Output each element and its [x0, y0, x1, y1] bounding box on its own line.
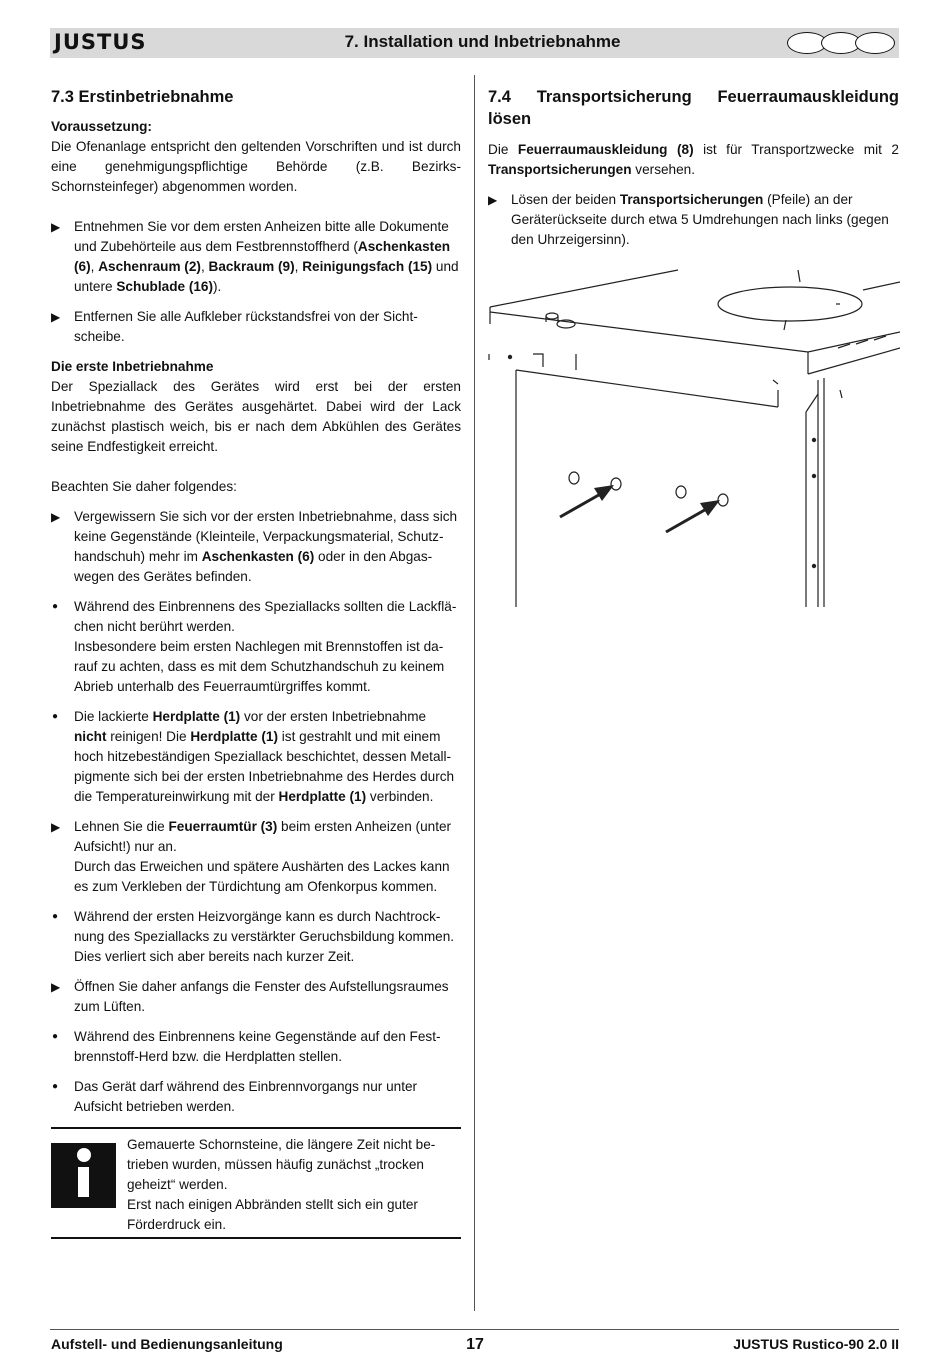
list-item-text: Öffnen Sie daher anfangs die Fenster des Aufstellungsraumes zum Lüften. — [74, 979, 449, 1014]
voraussetzung-label: Voraussetzung: — [51, 119, 152, 134]
list-item — [51, 1027, 461, 1067]
oval-decoration — [855, 32, 895, 54]
stove-rear-illustration — [488, 262, 900, 612]
right-triangle-icon: ▶ — [51, 820, 61, 834]
erste-inbetriebnahme-heading: Die erste Inbetriebnahme — [51, 359, 214, 374]
bullet-icon: ● — [52, 711, 59, 722]
info-text: Gemauerte Schornsteine, die längere Zeit nicht be-trieben wurden, müssen häufig zunächst „trocken geheizt“ werden. Erst nach einigen Abbränden stellt sich ein guter Förderdruck ein. — [127, 1137, 436, 1232]
bullet-icon: ● — [52, 1081, 59, 1092]
bullet-icon: ● — [52, 911, 59, 922]
list-item — [51, 307, 461, 347]
right-triangle-icon: ▶ — [51, 220, 61, 234]
list-item — [51, 907, 461, 967]
left-column — [51, 86, 461, 1239]
list-item-text: Lehnen Sie die Feuerraumtür (3) beim ersten Anheizen (unter Aufsicht!) nur an. Durch das Erweichen und spätere Aushärten des Lackes kann es zum Verkleben der Türdichtung am Ofenkorpus kommen. — [74, 819, 452, 894]
right-triangle-icon: ▶ — [488, 193, 498, 207]
list-item — [51, 707, 461, 807]
list-item-text: Vergewissern Sie sich vor der ersten Inbetriebnahme, dass sich keine Gegenstände (Kleinteile, Verpackungsmaterial, Schutz-handschuh) mehr im Aschenkasten (6) oder in den Abgas-wegen des Gerätes befinden. — [74, 509, 458, 584]
list-item-text: Das Gerät darf während des Einbrennvorgangs nur unter Aufsicht betrieben werden. — [74, 1079, 418, 1114]
info-box — [51, 1127, 461, 1239]
header-ovals — [793, 32, 895, 54]
list-item-text: Während des Einbrennens keine Gegenstände auf den Fest-brennstoff-Herd bzw. die Herdplatten stellen. — [74, 1029, 441, 1064]
page-number: 17 — [466, 1336, 484, 1353]
list-item — [51, 977, 461, 1017]
right-column — [488, 86, 899, 260]
list-item — [51, 817, 461, 897]
chapter-title: 7. Installation und Inbetriebnahme — [344, 32, 621, 51]
list-item — [51, 507, 461, 587]
footer-manual-title: Aufstell- und Bedienungsanleitung — [51, 1336, 283, 1352]
erste-inbetriebnahme-text: Der Speziallack des Gerätes wird erst bei der ersten Inbetriebnahme des Gerätes ausgehärtet. Dabei wird der Lack zunächst plastisch weich, bis er nach dem Abkühlen des Gerätes seine Endfestigkeit erreicht. — [51, 379, 461, 454]
list-item-text: Während der ersten Heizvorgänge kann es durch Nachtrock-nung des Speziallacks zu verstärkter Geruchsbildung kommen. Dies verliert sich aber bereits nach kurzer Zeit. — [74, 909, 455, 964]
right-triangle-icon: ▶ — [51, 980, 61, 994]
list-item-text: Während des Einbrennens des Speziallacks sollten die Lackflä-chen nicht berührt werden. Insbesondere beim ersten Nachlegen mit Brennstoffen ist da-rauf zu achten, dass es mit dem Schutzhandschuh zu keinem Abrieb unterhalb des Feuerraumtürgriffes kommt. — [74, 599, 457, 694]
right-triangle-icon: ▶ — [51, 510, 61, 524]
bullet-icon: ● — [52, 601, 59, 612]
list-item-text: Lösen der beiden Transportsicherungen (Pfeile) an der Geräterückseite durch etwa 5 Umdrehungen nach links (gegen den Uhrzeigersinn). — [511, 192, 889, 247]
footer-divider — [50, 1329, 899, 1330]
bullet-icon: ● — [52, 1031, 59, 1042]
list-item-text: Entfernen Sie alle Aufkleber rückstandsfrei von der Sicht-scheibe. — [74, 309, 418, 344]
info-icon — [51, 1143, 116, 1208]
justus-logo: JUSTUS — [54, 30, 147, 54]
section-heading-7-3: 7.3 Erstinbetriebnahme — [51, 88, 234, 106]
voraussetzung-text: Die Ofenanlage entspricht den geltenden Vorschriften und ist durch eine genehmigungspflichtige Behörde (z.B. Bezirks-Schornsteinfeger) abgenommen worden. — [51, 139, 461, 194]
list-item — [51, 1077, 461, 1117]
page-header — [50, 28, 899, 58]
list-item — [51, 217, 461, 297]
column-divider — [474, 75, 475, 1311]
list-item — [51, 597, 461, 697]
list-item — [488, 190, 899, 250]
right-triangle-icon: ▶ — [51, 310, 61, 324]
list-item-text: Entnehmen Sie vor dem ersten Anheizen bitte alle Dokumente und Zubehörteile aus dem Festbrennstoffherd (Aschenkasten (6), Aschenraum (2), Backraum (9), Reinigungsfach (15) und untere Schublade (16)). — [74, 219, 459, 294]
list-item-text: Die lackierte Herdplatte (1) vor der ersten Inbetriebnahme nicht reinigen! Die Herdplatte (1) ist gestrahlt und mit einem hoch hitzebeständigen Speziallack beschichtet, dessen Metall-pigmente sich bei der ersten Inbetriebnahme des Herdes durch die Temperatureinwirkung mit der Herdplatte (1) verbinden. — [74, 709, 455, 804]
beachten-text: Beachten Sie daher folgendes: — [51, 479, 237, 494]
section-heading-7-4: 7.4 Transportsicherung Feuerraumauskleidung lösen — [488, 88, 899, 128]
intro-text: Die Feuerraumauskleidung (8) ist für Transportzwecke mit 2 Transportsicherungen versehen. — [488, 142, 899, 177]
footer-product-name: JUSTUS Rustico-90 2.0 II — [733, 1336, 899, 1352]
